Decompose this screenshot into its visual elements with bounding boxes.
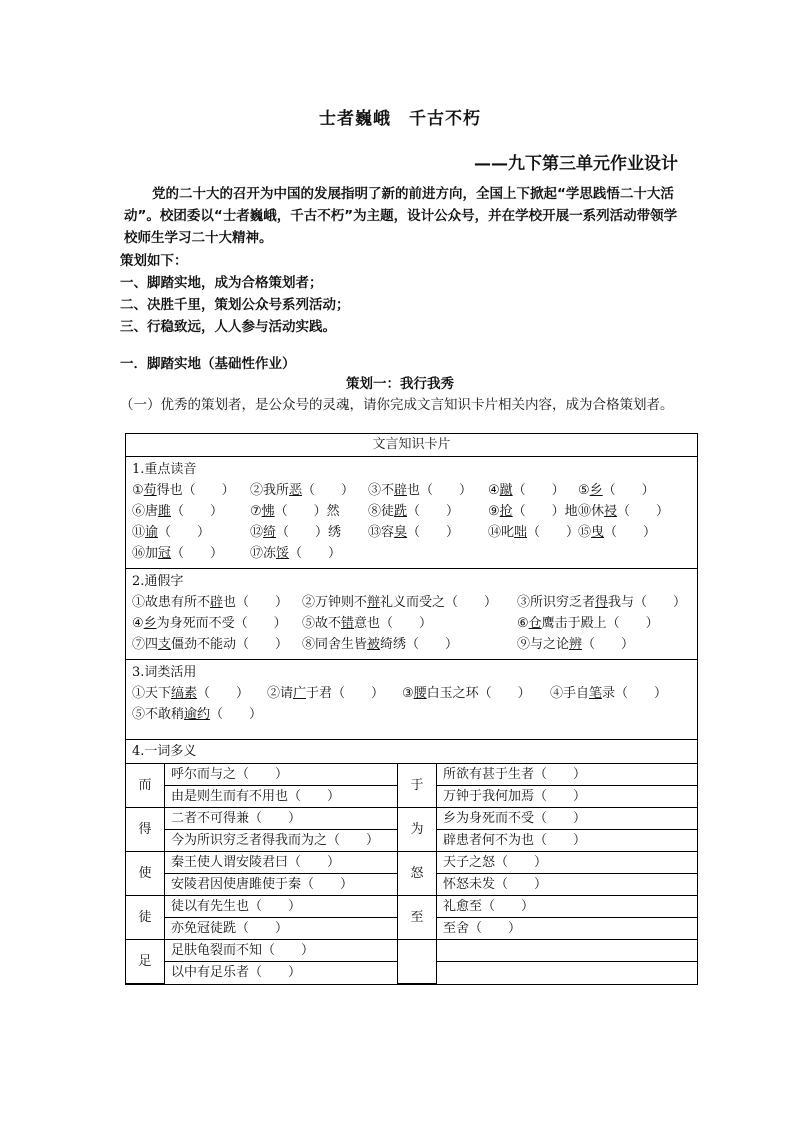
- polysemy-row: [126, 764, 697, 786]
- polysemy-sentence: 秦王使人谓安陵君曰（ ）: [165, 852, 398, 874]
- key-character: 谕: [145, 525, 159, 540]
- polysemy-sentence: 呼尔而与之（ ）: [165, 764, 398, 786]
- reading-item: ⑭叱咄（ ）: [488, 522, 578, 543]
- task-title: 策划一：我行我秀: [346, 376, 454, 392]
- plan-item-2: 二、决胜千里，策划公众号系列活动；: [120, 297, 350, 313]
- task-description: （一）优秀的策划者，是公众号的灵魂，请你完成文言知识卡片相关内容，成为合格策划者。: [120, 397, 674, 413]
- reading-block: [126, 457, 697, 569]
- polysemy-character: 足: [126, 940, 165, 984]
- reading-row: [132, 522, 691, 543]
- polysemy-sentence: 亦免冠徒跣（ ）: [165, 918, 398, 940]
- yici-block: [126, 740, 697, 984]
- reading-item: ⑰冻馁（ ）: [250, 543, 368, 564]
- key-character: 支: [158, 637, 172, 652]
- cilei-row: [132, 704, 691, 725]
- tongjia-item: ④乡为身死而不受（ ）: [132, 613, 302, 634]
- plan-item-1: 一、脚踏实地，成为合格策划者；: [120, 275, 323, 291]
- cilei-title: 3.词类活用: [132, 665, 197, 680]
- key-character: 乡: [143, 616, 157, 631]
- reading-item: ⑩休祲（ ）: [578, 501, 678, 522]
- cilei-item: ②请广于君（ ）: [267, 683, 402, 704]
- reading-item: ⑦怫（ ）然: [250, 501, 368, 522]
- key-character: 跣: [394, 504, 408, 519]
- tongjia-item: ③所识穷乏者得我与（ ）: [517, 592, 687, 613]
- card-header: 文言知识卡片: [126, 434, 697, 457]
- reading-item: ①苟得也（ ）: [132, 480, 250, 501]
- key-character: 馁: [276, 546, 290, 561]
- plan-item-3: 三、行稳致远，人人参与活动实践。: [120, 319, 336, 335]
- polysemy-sentence: [437, 940, 698, 962]
- tongjia-item: ⑥仓鹰击于殿上（ ）: [517, 613, 687, 634]
- reading-item: ⑫绮（ ）绣: [250, 522, 368, 543]
- polysemy-character: 至: [398, 896, 437, 940]
- key-character: 辟: [394, 483, 408, 498]
- page-subtitle: ——九下第三单元作业设计: [474, 154, 678, 174]
- reading-item: ⑮曳（ ）: [578, 522, 678, 543]
- reading-item: ⑥唐雎（ ）: [132, 501, 250, 522]
- key-character: 臭: [394, 525, 408, 540]
- key-character: 苟: [143, 483, 157, 498]
- cilei-item: ①天下缟素（ ）: [132, 683, 267, 704]
- reading-item: ⑯加冠（ ）: [132, 543, 250, 564]
- polysemy-sentence: 辟患者何不为也（ ）: [437, 830, 698, 852]
- key-character: 逾约: [184, 707, 211, 722]
- reading-item: ②我所恶（ ）: [250, 480, 368, 501]
- polysemy-sentence: 天子之怒（ ）: [437, 852, 698, 874]
- key-character: 抢: [499, 504, 513, 519]
- page-title: 士者巍峨 千古不朽: [319, 109, 481, 129]
- key-character: 辩: [367, 595, 381, 610]
- tongjia-title: 2.通假字: [132, 574, 184, 589]
- polysemy-sentence: 足肤龟裂而不知（ ）: [165, 940, 398, 962]
- cilei-item: ③腰白玉之环（ ）: [402, 683, 550, 704]
- intro-paragraph: 党的二十大的召开为中国的发展指明了新的前进方向，全国上下掀起“学思践悟二十大活动”。校团委以“士者巍峨，千古不朽”为主题，设计公众号，并在学校开展一系列活动带领学校师生学习二十大精神。: [124, 186, 678, 246]
- polysemy-sentence: 以中有足乐者（ ）: [165, 962, 398, 984]
- reading-item: ③不辟也（ ）: [368, 480, 488, 501]
- key-character: 蹴: [499, 483, 513, 498]
- key-character: 错: [341, 616, 355, 631]
- plan-heading: 策划如下：: [120, 253, 188, 269]
- tongjia-row: [132, 634, 691, 655]
- tongjia-item: ⑨与之论辨（ ）: [517, 634, 687, 655]
- tongjia-row: [132, 613, 691, 634]
- cilei-item: ⑤不敢稍逾约（ ）: [132, 704, 267, 725]
- key-character: 曳: [591, 525, 605, 540]
- key-character: 雎: [158, 504, 172, 519]
- key-character: 辨: [569, 637, 583, 652]
- polysemy-character: 于: [398, 764, 437, 808]
- key-character: 被: [367, 637, 381, 652]
- tongjia-item: ⑧同舍生皆被绮绣（ ）: [302, 634, 517, 655]
- reading-item: ⑧徒跣（ ）: [368, 501, 488, 522]
- key-character: 辟: [210, 595, 224, 610]
- reading-item: ⑬容臭（ ）: [368, 522, 488, 543]
- key-character: 祲: [604, 504, 618, 519]
- key-character: 乡: [589, 483, 603, 498]
- cilei-item: ④手自笔录（ ）: [550, 683, 680, 704]
- reading-item: ⑨抢（ ）地: [488, 501, 578, 522]
- reading-items: [132, 480, 691, 564]
- key-character: 缟素: [171, 686, 198, 701]
- yici-title: 4.一词多义: [126, 740, 697, 764]
- polysemy-character: 徒: [126, 896, 165, 940]
- key-character: 仓: [528, 616, 542, 631]
- key-character: 广: [293, 686, 307, 701]
- polysemy-row: [126, 852, 697, 874]
- key-character: 冠: [158, 546, 172, 561]
- polysemy-sentence: 由是则生而有不用也（ ）: [165, 786, 398, 808]
- cilei-items: [132, 683, 691, 725]
- polysemy-sentence: 万钟于我何加焉（ ）: [437, 786, 698, 808]
- reading-item: ⑤乡（ ）: [578, 480, 678, 501]
- key-character: 绮: [263, 525, 277, 540]
- key-character: 得: [595, 595, 609, 610]
- polysemy-sentence: 至舍（ ）: [437, 918, 698, 940]
- polysemy-row: [126, 808, 697, 830]
- polysemy-sentence: 今为所识穷乏者得我而为之（ ）: [165, 830, 398, 852]
- reading-title: 1.重点读音: [132, 462, 197, 477]
- cilei-row: [132, 683, 691, 704]
- reading-row: [132, 480, 691, 501]
- polysemy-sentence: 礼愈至（ ）: [437, 896, 698, 918]
- polysemy-character: 为: [398, 808, 437, 852]
- polysemy-sentence: 二者不可得兼（ ）: [165, 808, 398, 830]
- polysemy-character: 使: [126, 852, 165, 896]
- polysemy-character: [398, 940, 437, 984]
- polysemy-sentence: 所欲有甚于生者（ ）: [437, 764, 698, 786]
- polysemy-row: [126, 896, 697, 918]
- tongjia-items: [132, 592, 691, 655]
- tongjia-block: [126, 569, 697, 660]
- tongjia-item: ⑤故不错意也（ ）: [302, 613, 517, 634]
- polysemy-sentence: 徒以有先生也（ ）: [165, 896, 398, 918]
- key-character: 咄: [514, 525, 528, 540]
- polysemy-row: [126, 940, 697, 962]
- key-character: 腰: [413, 686, 427, 701]
- key-character: 怫: [261, 504, 275, 519]
- tongjia-row: [132, 592, 691, 613]
- reading-row: [132, 501, 691, 522]
- polysemy-character: 得: [126, 808, 165, 852]
- polysemy-table: [126, 764, 697, 984]
- polysemy-sentence: [437, 962, 698, 984]
- polysemy-sentence: 乡为身死而不受（ ）: [437, 808, 698, 830]
- section-heading: 一．脚踏实地（基础性作业）: [120, 356, 296, 372]
- tongjia-item: ②万钟则不辩礼义而受之（ ）: [302, 592, 517, 613]
- reading-row: [132, 543, 691, 564]
- cilei-block: [126, 660, 697, 740]
- polysemy-sentence: 怀怒未发（ ）: [437, 874, 698, 896]
- key-character: 笔: [589, 686, 603, 701]
- reading-item: ⑪谕（ ）: [132, 522, 250, 543]
- polysemy-sentence: 安陵君因使唐雎使于秦（ ）: [165, 874, 398, 896]
- key-character: 恶: [289, 483, 303, 498]
- polysemy-character: 而: [126, 764, 165, 808]
- knowledge-card: [125, 433, 698, 985]
- reading-item: ④蹴（ ）: [488, 480, 578, 501]
- tongjia-item: ⑦四支僵劲不能动（ ）: [132, 634, 302, 655]
- polysemy-character: 怒: [398, 852, 437, 896]
- tongjia-item: ①故患有所不辟也（ ）: [132, 592, 302, 613]
